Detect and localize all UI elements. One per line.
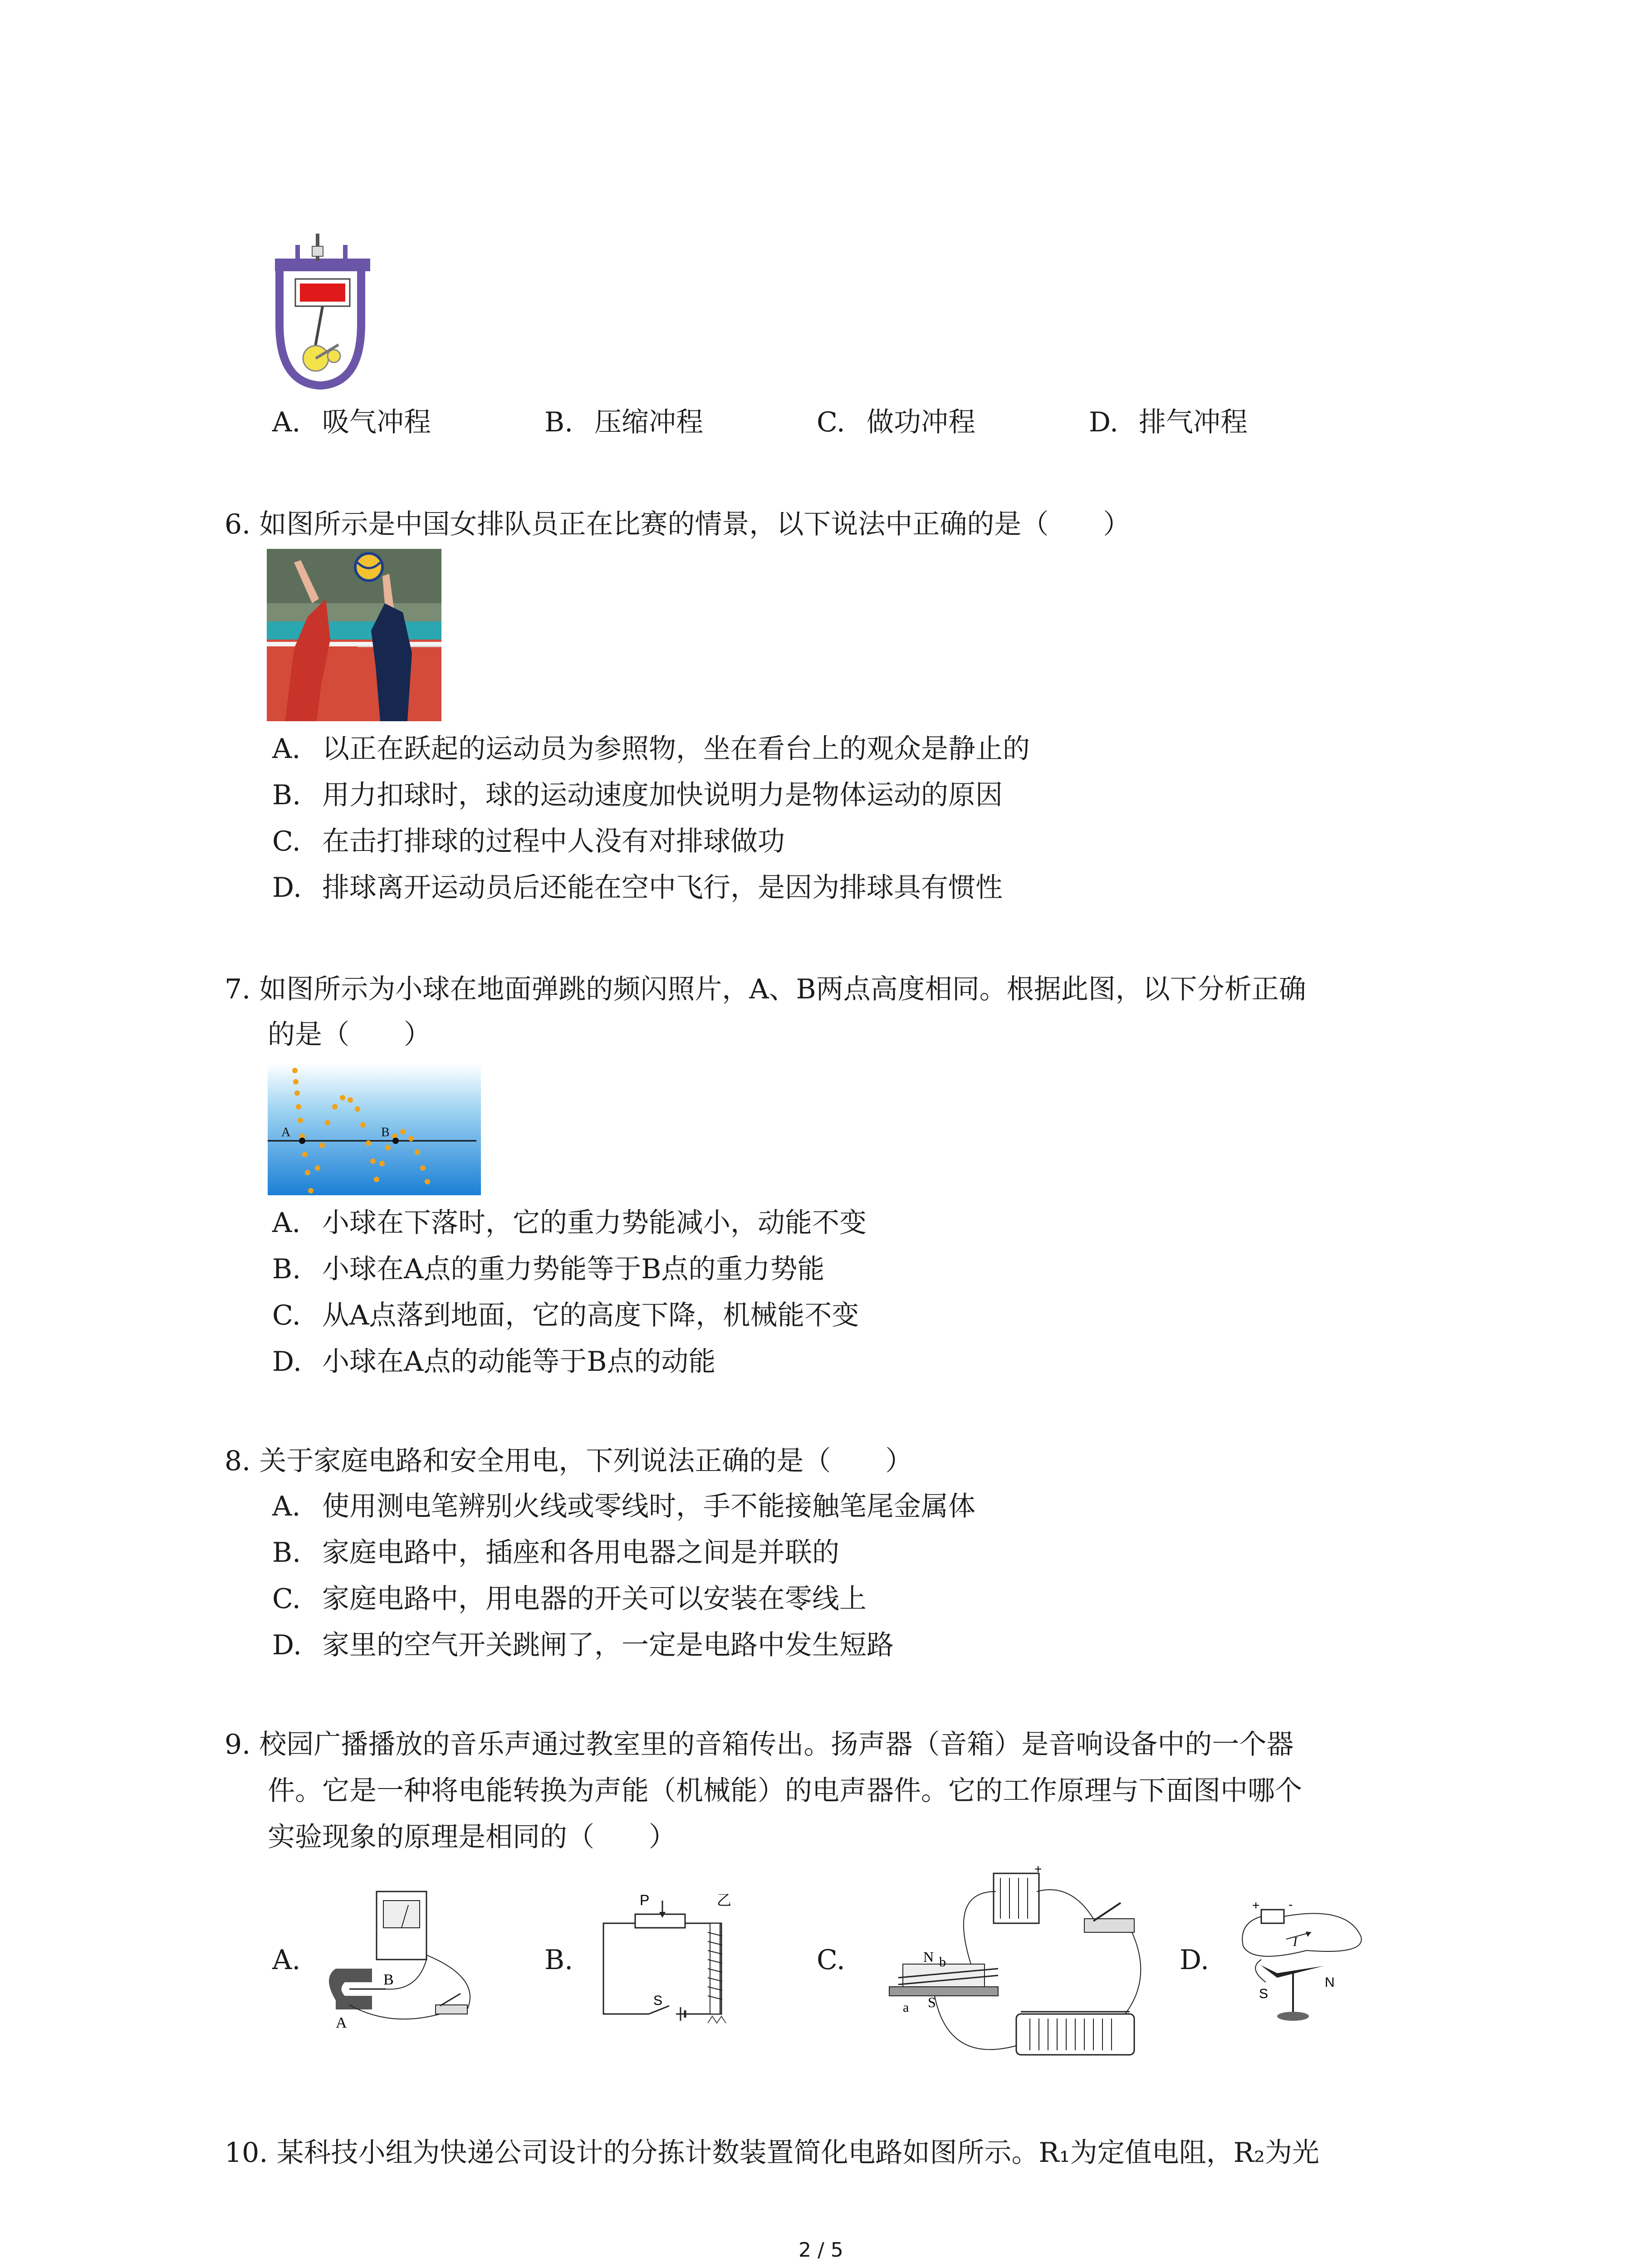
q6-stem: 6. 如图所示是中国女排队员正在比赛的情景，以下说法中正确的是（ ） bbox=[225, 508, 1131, 540]
q8-option-c[interactable]: C. 家庭电路中，用电器的开关可以安装在零线上 bbox=[272, 1583, 867, 1615]
q5-option-d[interactable]: D. 排气冲程 bbox=[1089, 406, 1248, 438]
q7-option-b[interactable]: B. 小球在A点的重力势能等于B点的重力势能 bbox=[272, 1253, 825, 1285]
fig-b-label-p: P bbox=[640, 1892, 650, 1908]
q8-stem: 8. 关于家庭电路和安全用电，下列说法正确的是（ ） bbox=[225, 1445, 913, 1477]
q7-stem-line1: 7. 如图所示为小球在地面弹跳的频闪照片，A、B两点高度相同。根据此图，以下分析正确 bbox=[225, 973, 1306, 1005]
q9-option-c[interactable]: C. bbox=[817, 1944, 845, 1976]
engine-stroke-figure bbox=[270, 234, 375, 390]
q8-option-b[interactable]: B. 家庭电路中，插座和各用电器之间是并联的 bbox=[272, 1537, 839, 1569]
fig-d-label-i: I bbox=[1293, 1935, 1298, 1949]
volleyball-photo bbox=[267, 549, 441, 721]
q9-stem-line3: 实验现象的原理是相同的（ ） bbox=[268, 1821, 676, 1853]
fig-d-label-s: S bbox=[1259, 1986, 1269, 2001]
q5-option-c[interactable]: C. 做功冲程 bbox=[817, 406, 975, 438]
q6-option-b[interactable]: B. 用力扣球时，球的运动速度加快说明力是物体运动的原因 bbox=[272, 779, 1003, 811]
fig-d-label-minus: - bbox=[1288, 1897, 1293, 1911]
q8-option-d[interactable]: D. 家里的空气开关跳闸了，一定是电路中发生短路 bbox=[272, 1629, 894, 1661]
fig-label-b: B bbox=[381, 1125, 390, 1139]
fig-c-label-a: a bbox=[903, 2000, 909, 2015]
q9-figure-d bbox=[1234, 1896, 1379, 2041]
q5-option-b[interactable]: B. 压缩冲程 bbox=[544, 406, 703, 438]
fig-a-label-b: B bbox=[383, 1971, 394, 1988]
fig-c-label-s: S bbox=[928, 1994, 936, 2010]
q9-figure-b bbox=[594, 1887, 749, 2037]
q6-option-a[interactable]: A. 以正在跃起的运动员为参照物，坐在看台上的观众是静止的 bbox=[272, 733, 1030, 765]
q7-option-a[interactable]: A. 小球在下落时，它的重力势能减小，动能不变 bbox=[272, 1207, 867, 1239]
q9-option-a[interactable]: A. bbox=[272, 1944, 301, 1976]
q6-option-d[interactable]: D. 排球离开运动员后还能在空中飞行，是因为排球具有惯性 bbox=[272, 872, 1003, 904]
fig-label-a: A bbox=[281, 1125, 291, 1139]
q7-stem-line2: 的是（ ） bbox=[268, 1019, 431, 1051]
fig-c-label-n: N bbox=[923, 1949, 934, 1965]
q8-option-a[interactable]: A. 使用测电笔辨别火线或零线时，手不能接触笔尾金属体 bbox=[272, 1491, 975, 1522]
bouncing-ball-photo bbox=[268, 1064, 481, 1195]
q9-figure-a bbox=[318, 1887, 490, 2032]
q5-option-a[interactable]: A. 吸气冲程 bbox=[272, 406, 431, 438]
fig-a-label-a: A bbox=[336, 2014, 347, 2031]
fig-c-label-plus: + bbox=[1034, 1864, 1042, 1876]
q9-figure-c bbox=[880, 1864, 1161, 2077]
q9-option-d[interactable]: D. bbox=[1180, 1944, 1210, 1976]
page-number: 2 / 5 bbox=[798, 2239, 843, 2262]
q9-option-b[interactable]: B. bbox=[544, 1944, 573, 1976]
q9-stem-line1: 9. 校园广播播放的音乐声通过教室里的音箱传出。扬声器（音箱）是音响设备中的一个器 bbox=[225, 1729, 1294, 1760]
fig-d-label-plus: + bbox=[1252, 1898, 1260, 1912]
q9-stem-line2: 件。它是一种将电能转换为声能（机械能）的电声器件。它的工作原理与下面图中哪个 bbox=[268, 1775, 1302, 1807]
q6-option-c[interactable]: C. 在击打排球的过程中人没有对排球做功 bbox=[272, 826, 785, 857]
fig-d-label-n: N bbox=[1325, 1975, 1335, 1990]
q10-stem: 10. 某科技小组为快递公司设计的分拣计数装置简化电路如图所示。R₁为定值电阻，R₂为光 bbox=[225, 2137, 1319, 2169]
fig-b-label-s: S bbox=[653, 1993, 663, 2008]
q7-option-d[interactable]: D. 小球在A点的动能等于B点的动能 bbox=[272, 1346, 716, 1378]
fig-b-label-z: 乙 bbox=[717, 1892, 732, 1908]
q7-option-c[interactable]: C. 从A点落到地面，它的高度下降，机械能不变 bbox=[272, 1300, 859, 1331]
fig-c-label-b: b bbox=[939, 1955, 946, 1970]
